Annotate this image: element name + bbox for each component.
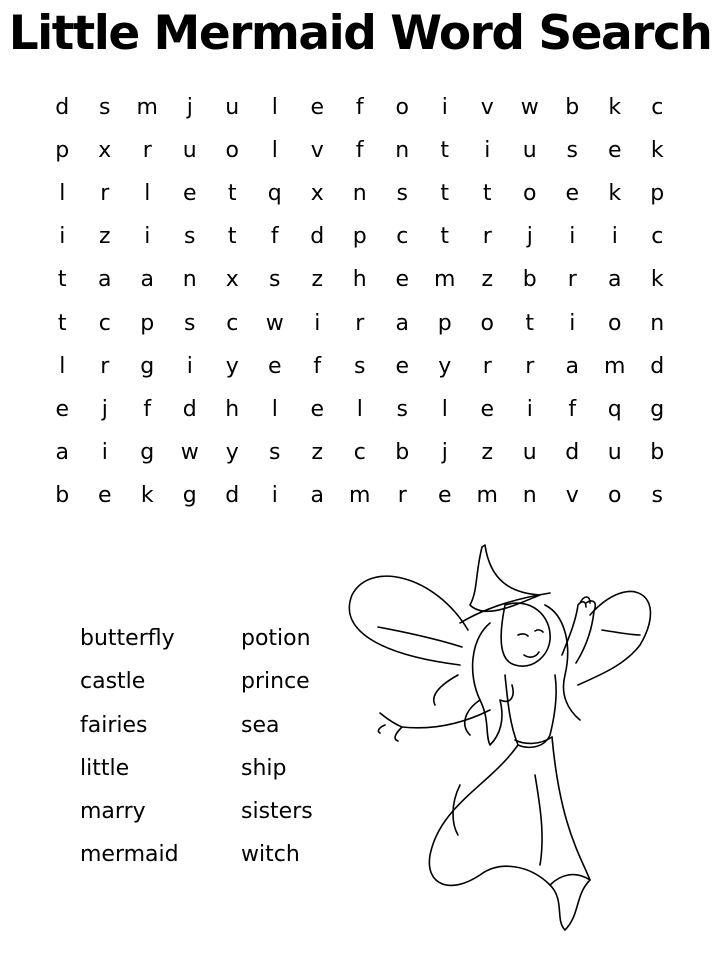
grid-cell: l [59,353,66,379]
grid-cell: y [225,440,239,466]
grid-cell: v [565,483,579,509]
grid-cell: n [522,483,537,509]
grid-cell: c [651,94,664,120]
grid-cell: r [355,310,365,336]
grid-cell: i [569,224,576,250]
grid-cell: l [441,396,448,422]
grid-cell: e [395,267,410,293]
grid-cell: i [569,310,576,336]
grid-cell: o [523,180,537,206]
word-list-column-1 [80,620,230,880]
grid-cell: w [180,440,199,466]
grid-cell: d [55,94,70,120]
grid-cell: l [271,94,278,120]
grid-cell: h [225,396,240,422]
word-item: mermaid [80,842,179,868]
grid-cell: i [484,137,491,163]
grid-cell: f [355,94,364,120]
grid-cell: e [480,396,495,422]
grid-cell: d [310,224,325,250]
word-item: prince [241,669,310,695]
grid-cell: s [566,137,578,163]
right-wing-vein [602,630,640,635]
grid-cell: s [651,483,663,509]
grid-cell: z [98,224,111,250]
grid-cell: n [182,267,197,293]
grid-cell: u [522,137,537,163]
grid-cell: o [395,94,409,120]
word-item: witch [241,842,300,868]
grid-cell: p [437,310,452,336]
grid-cell: m [349,483,371,509]
grid-cell: r [482,353,492,379]
grid-cell: j [186,94,193,120]
grid-cell: o [225,137,239,163]
grid-cell: b [522,267,537,293]
grid-cell: t [57,267,67,293]
left-arm [378,710,490,741]
grid-cell: b [395,440,410,466]
grid-cell: x [310,180,324,206]
grid-cell: d [225,483,240,509]
grid-cell: o [608,483,622,509]
grid-cell: k [650,137,664,163]
grid-cell: j [526,224,533,250]
grid-cell: d [650,353,665,379]
word-item: castle [80,669,146,695]
grid-cell: x [225,267,239,293]
grid-cell: r [100,353,110,379]
left-wing-vein [378,627,462,647]
grid-cell: g [140,440,155,466]
grid-cell: r [482,224,492,250]
grid-cell: o [608,310,622,336]
witch-hat [470,545,540,611]
grid-cell: a [565,353,579,379]
grid-cell: v [310,137,324,163]
word-item: butterfly [80,626,175,651]
grid-cell: p [352,224,367,250]
grid-cell: m [136,94,158,120]
grid-cell: f [568,396,577,422]
left-wing-lower [434,675,458,705]
grid-cell: s [396,396,408,422]
grid-cell: m [604,353,626,379]
grid-cell: i [526,396,533,422]
grid-cell: k [140,483,154,509]
grid-cell: z [481,440,494,466]
grid-cell: t [525,310,535,336]
grid-cell: t [440,137,450,163]
grid-cell: r [142,137,152,163]
grid-cell: i [144,224,151,250]
grid-cell: f [355,137,364,163]
grid-cell: q [607,396,622,422]
grid-cell: e [607,137,622,163]
grid-cell: j [441,440,448,466]
grid-cell: z [311,267,324,293]
grid-cell: q [267,180,282,206]
grid-cell: l [59,180,66,206]
word-item: fairies [80,712,148,738]
grid-cell: u [607,440,622,466]
grid-cell: c [226,310,239,336]
grid-cell: o [480,310,494,336]
grid-cell: s [354,353,366,379]
grid-cell: y [225,353,239,379]
grid-cell: i [314,310,321,336]
grid-cell: j [101,396,108,422]
grid-cell: g [140,353,155,379]
grid-cell: r [100,180,110,206]
grid-cell: m [476,483,498,509]
grid-cell: f [270,224,279,250]
grid-cell: i [271,483,278,509]
grid-cell: b [650,440,665,466]
grid-cell: n [650,310,665,336]
grid-cell: d [565,440,580,466]
grid-cell: r [397,483,407,509]
grid-cell: m [434,267,456,293]
grid-cell: u [182,137,197,163]
grid-cell: i [101,440,108,466]
grid-cell: f [143,396,152,422]
grid-cell: x [98,137,112,163]
grid-cell: p [650,180,665,206]
grid-cell: b [565,94,580,120]
grid-cell: t [227,180,237,206]
grid-cell: w [265,310,284,336]
grid-cell: e [267,353,282,379]
grid-cell: y [438,353,452,379]
grid-cell: s [184,224,196,250]
grid-cell: t [440,224,450,250]
mermaid-tail [429,737,590,930]
grid-cell: e [310,396,325,422]
grid-cell: c [98,310,111,336]
grid-cell: n [352,180,367,206]
mermaid-fairy-illustration [340,535,670,945]
grid-cell: s [269,267,281,293]
right-wing [578,592,650,685]
word-item: ship [241,755,287,781]
grid-cell: c [651,224,664,250]
word-item: marry [80,799,146,825]
word-item: sisters [241,799,313,825]
grid-cell: a [98,267,112,293]
grid-cell: i [441,94,448,120]
grid-cell: e [395,353,410,379]
page-title: Little Mermaid Word Search [8,6,712,61]
grid-cell: a [395,310,409,336]
grid-cell: z [481,267,494,293]
grid-cell: t [482,180,492,206]
letter-grid [41,86,679,518]
grid-cell: f [313,353,322,379]
grid-cell: c [396,224,409,250]
grid-cell: d [182,396,197,422]
grid-cell: v [480,94,494,120]
grid-cell: u [522,440,537,466]
grid-cell: g [182,483,197,509]
word-item: potion [241,626,311,651]
grid-cell: s [396,180,408,206]
grid-cell: k [608,94,622,120]
grid-cell: l [144,180,151,206]
grid-cell: h [352,267,367,293]
grid-cell: e [565,180,580,206]
grid-cell: s [99,94,111,120]
grid-cell: e [97,483,112,509]
grid-cell: a [140,267,154,293]
grid-cell: s [269,440,281,466]
grid-cell: c [353,440,366,466]
grid-cell: e [55,396,70,422]
grid-cell: p [55,137,70,163]
grid-cell: w [520,94,539,120]
grid-cell: e [310,94,325,120]
grid-cell: t [57,310,67,336]
left-wing [349,576,468,665]
grid-cell: e [437,483,452,509]
grid-cell: z [311,440,324,466]
grid-cell: t [227,224,237,250]
grid-cell: p [140,310,155,336]
grid-cell: k [650,267,664,293]
grid-cell: l [271,137,278,163]
grid-cell: u [225,94,240,120]
grid-cell: t [440,180,450,206]
grid-cell: e [182,180,197,206]
grid-cell: k [608,180,622,206]
grid-cell: a [55,440,69,466]
grid-cell: l [271,396,278,422]
word-item: little [80,755,130,781]
word-item: sea [241,712,280,738]
grid-cell: a [310,483,324,509]
grid-cell: i [186,353,193,379]
grid-cell: s [184,310,196,336]
hair [473,623,514,745]
grid-cell: i [59,224,66,250]
grid-cell: a [608,267,622,293]
grid-cell: r [525,353,535,379]
grid-cell: r [567,267,577,293]
grid-cell: l [356,396,363,422]
grid-cell: b [55,483,70,509]
grid-cell: n [395,137,410,163]
grid-cell: i [611,224,618,250]
grid-cell: g [650,396,665,422]
